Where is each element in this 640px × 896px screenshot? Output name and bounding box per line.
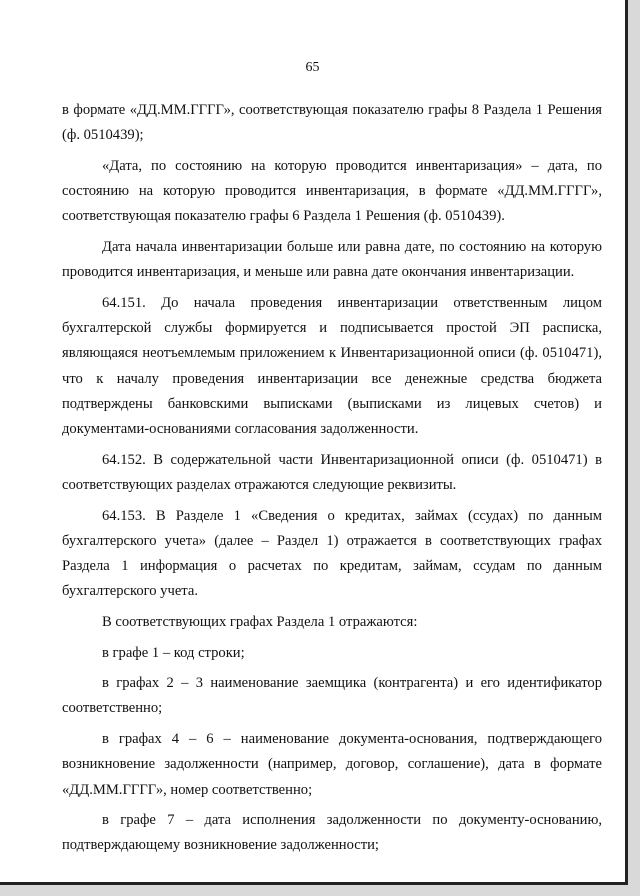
paragraph: В соответствующих графах Раздела 1 отражаются: (102, 613, 418, 630)
paragraph: Дата начала инвентаризации больше или равна дате, по состоянию на которую проводится инвентаризация, и меньше или равна дате окончания инвентаризации. (62, 239, 602, 281)
paragraph: «Дата, по состоянию на которую проводится инвентаризация» – дата, по состоянию на которую проводится инвентаризация, в формате «ДД.ММ.ГГГГ», соответствующая показателю графы 6 Раздела 1 Решения (ф. 0510439). (62, 157, 602, 225)
document-body (62, 98, 602, 864)
paragraph: 64.151. До начала проведения инвентаризации ответственным лицом бухгалтерской службы формируется и подписывается простой ЭП расписка, являющаяся неотъемлемым приложением к Инвентаризационной описи (ф. 0510471), что к началу проведения инвентаризации все денежные средства бюджета подтверждены банковскими выписками (выписками из лицевых счетов) и документами-основаниями согласования задолженности. (62, 294, 602, 437)
paragraph: 64.153. В Разделе 1 «Сведения о кредитах, займах (ссудах) по данным бухгалтерского учета» (далее – Раздел 1) отражается в соответствующих графах Раздела 1 информация о расчетах по кредитам, займам, ссудам по данным бухгалтерского учета. (62, 507, 602, 600)
paragraph: в графах 4 – 6 – наименование документа-основания, подтверждающего возникновение задолженности (например, договор, соглашение), дата в формате «ДД.ММ.ГГГГ», номер соответственно; (62, 731, 602, 798)
paragraph: в графах 2 – 3 наименование заемщика (контрагента) и его идентификатор соответственно; (62, 675, 602, 717)
paragraph: 64.152. В содержательной части Инвентаризационной описи (ф. 0510471) в соответствующих разделах отражаются следующие реквизиты. (62, 451, 602, 493)
paragraph: в формате «ДД.ММ.ГГГГ», соответствующая показателю графы 8 Раздела 1 Решения (ф. 0510439); (62, 102, 602, 144)
paragraph: в графе 7 – дата исполнения задолженности по документу-основанию, подтверждающему возникновение задолженности; (62, 812, 602, 854)
paragraph: в графе 1 – код строки; (102, 644, 245, 661)
page-number: 65 (305, 60, 320, 75)
